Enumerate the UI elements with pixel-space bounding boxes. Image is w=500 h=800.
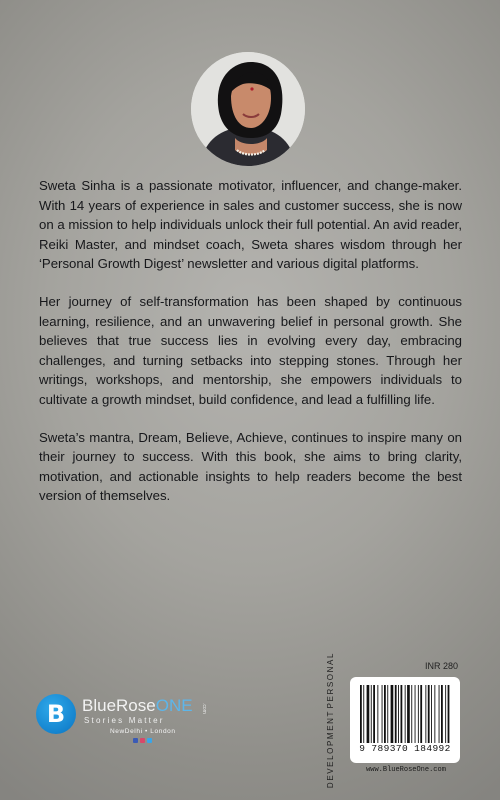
publisher-website: www.BlueRoseOne.com [366, 766, 446, 774]
author-bio [39, 176, 462, 524]
instagram-icon [140, 738, 145, 743]
bio-paragraph-2: Her journey of self-transformation has been shaped by continuous learning, resilience, and an unwavering belief in personal growth. She believes that true success lies in evolving every day, embracing challenges, and turning setbacks into stepping stones. Through her writings, workshops, and mentorship, she empowers individuals to cultivate a growth mindset, build confidence, and lead a fulfilling life. [39, 293, 462, 407]
price-label: INR 280 [425, 661, 459, 671]
genre-label [318, 652, 342, 788]
publisher-tagline: Stories Matter [84, 716, 165, 725]
bio-paragraph-1: Sweta Sinha is a passionate motivator, influencer, and change-maker. With 14 years of experience in sales and customer success, she is now on a mission to help individuals unlock their full potential. An avid reader, Reiki Master, and mindset coach, Sweta shares wisdom through her ‘Personal Growth Digest’ newsletter and various digital platforms. [39, 178, 462, 272]
social-icons [133, 738, 152, 743]
facebook-icon [133, 738, 138, 743]
author-portrait-image [191, 52, 305, 166]
barcode-bars [360, 685, 450, 743]
publisher-logo-icon [36, 694, 76, 734]
publisher-name [82, 696, 207, 716]
publisher-name-part2: ONE [155, 696, 193, 715]
bio-paragraph-3: Sweta’s mantra, Dream, Believe, Achieve, continues to inspire many on their journey to success. With this book, she aims to bring clarity, motivation, and actionable insights to help readers become the best version of themselves. [39, 429, 462, 504]
publisher-cities: NewDelhi • London [110, 728, 176, 735]
author-photo [191, 52, 305, 166]
genre-line-1: PERSONAL [325, 652, 335, 709]
isbn-number: 9 789370 184992 [359, 743, 451, 754]
logo-letter: B [46, 700, 66, 728]
twitter-icon [147, 738, 152, 743]
barcode [350, 677, 460, 763]
publisher-name-part1: BlueRose [82, 696, 156, 715]
publisher-name-suffix: .com [201, 703, 207, 714]
genre-line-2: DEVELOPMENT [325, 709, 335, 788]
publisher-logo [36, 694, 206, 754]
